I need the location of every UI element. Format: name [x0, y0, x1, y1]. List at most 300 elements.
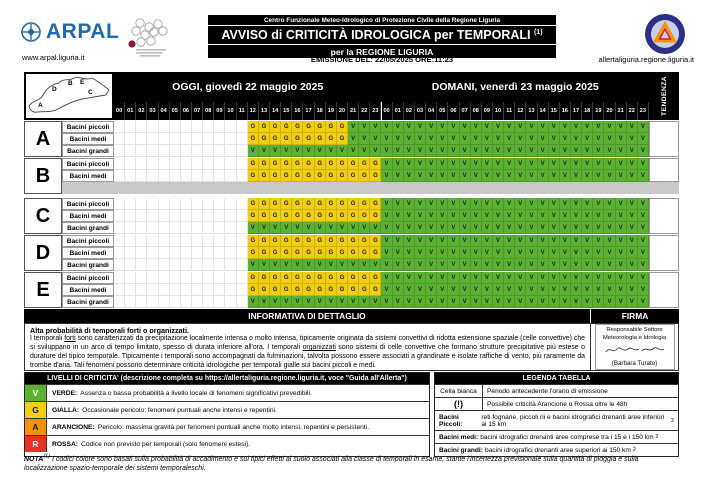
forecast-cell: V: [326, 259, 337, 271]
forecast-cell: V: [582, 133, 593, 145]
forecast-cell: G: [326, 272, 337, 284]
banner-title-text: AVVISO di CRITICITÀ IDROLOGICA per TEMPORALI: [221, 28, 534, 42]
level-term: ROSSA:: [52, 440, 79, 448]
forecast-cell: V: [359, 259, 370, 271]
forecast-cell: [192, 259, 203, 271]
forecast-cell: V: [538, 158, 549, 170]
forecast-cell: V: [582, 235, 593, 247]
forecast-cell: V: [471, 198, 482, 210]
footnote-label: NOTA: [24, 456, 44, 463]
forecast-cell: V: [471, 158, 482, 170]
basin-row: [62, 121, 649, 133]
level-term: VERDE:: [52, 389, 78, 397]
forecast-cell: V: [404, 158, 415, 170]
banner-title-sup: (1): [533, 28, 543, 36]
forecast-cell: V: [593, 158, 604, 170]
forecast-cell: V: [549, 272, 560, 284]
forecast-cell: V: [471, 284, 482, 296]
forecast-cell: [159, 222, 170, 234]
forecast-cell: [214, 235, 225, 247]
hour-label: 09: [214, 102, 225, 120]
forecast-cell: V: [426, 272, 437, 284]
hour-label: 06: [181, 102, 192, 120]
hour-label: 20: [337, 102, 348, 120]
zone-E: [24, 272, 679, 308]
forecast-cell: G: [248, 284, 259, 296]
forecast-cell: V: [393, 121, 404, 133]
forecast-cell: [181, 247, 192, 259]
forecast-cell: V: [526, 170, 537, 182]
level-row-gialla: [25, 401, 429, 418]
forecast-cell: V: [415, 247, 426, 259]
forecast-cell: V: [460, 133, 471, 145]
forecast-cell: V: [370, 259, 381, 271]
forecast-cell: [159, 170, 170, 182]
level-text: Pericolo: massima gravità per fenomeni puntuali anche molto intensi, repentini e persistenti.: [97, 423, 370, 431]
forecast-cell: V: [482, 284, 493, 296]
forecast-cell: V: [381, 247, 392, 259]
forecast-cell: V: [582, 272, 593, 284]
forecast-cell: [170, 259, 181, 271]
forecast-cell: V: [326, 145, 337, 157]
hour-label: 10: [493, 102, 504, 120]
forecast-cell: G: [315, 247, 326, 259]
forecast-cell: V: [292, 259, 303, 271]
forecast-cell: V: [404, 272, 415, 284]
forecast-cell: G: [326, 133, 337, 145]
forecast-cell: G: [337, 170, 348, 182]
basin-label: Bacini medi: [62, 170, 114, 182]
legend-basin-small: Bacini Piccoli: reti fognarie, piccoli rii e bacini idrografici drenanti aree inferiori ai 15 km 2: [435, 410, 678, 430]
forecast-cell: V: [448, 170, 459, 182]
forecast-cell: G: [315, 133, 326, 145]
hour-label: 19: [593, 102, 604, 120]
forecast-cell: [159, 284, 170, 296]
forecast-cell: V: [404, 296, 415, 308]
forecast-cell: V: [259, 222, 270, 234]
forecast-cell: V: [426, 198, 437, 210]
forecast-table: [24, 72, 679, 308]
forecast-cell: [147, 121, 158, 133]
forecast-cell: V: [359, 222, 370, 234]
forecast-cell: G: [281, 198, 292, 210]
forecast-cell: V: [571, 170, 582, 182]
forecast-cell: V: [337, 222, 348, 234]
forecast-cell: V: [404, 222, 415, 234]
level-code-rossa: R: [25, 436, 47, 452]
forecast-cell: [114, 210, 125, 222]
forecast-cell: V: [571, 259, 582, 271]
forecast-cell: G: [370, 247, 381, 259]
forecast-cell: [203, 121, 214, 133]
forecast-cell: [125, 259, 136, 271]
forecast-cell: V: [303, 222, 314, 234]
forecast-cell: V: [560, 284, 571, 296]
forecast-cell: V: [482, 259, 493, 271]
forecast-cell: V: [281, 296, 292, 308]
forecast-cell: V: [460, 198, 471, 210]
forecast-cell: V: [616, 272, 627, 284]
forecast-cell: V: [571, 121, 582, 133]
forecast-cell: V: [437, 158, 448, 170]
forecast-cell: V: [504, 259, 515, 271]
forecast-cell: V: [437, 296, 448, 308]
forecast-cell: G: [359, 170, 370, 182]
forecast-cell: G: [315, 272, 326, 284]
level-row-arancione: [25, 418, 429, 435]
forecast-cell: V: [437, 235, 448, 247]
forecast-cell: G: [326, 158, 337, 170]
forecast-cell: [192, 272, 203, 284]
forecast-cell: V: [482, 296, 493, 308]
forecast-cell: V: [370, 222, 381, 234]
forecast-cell: [225, 145, 236, 157]
forecast-cell: V: [381, 272, 392, 284]
forecast-cell: V: [604, 145, 615, 157]
basin-label: Bacini piccoli: [62, 235, 114, 247]
forecast-cell: [114, 170, 125, 182]
basin-label: Bacini medi: [62, 210, 114, 222]
forecast-cell: G: [315, 284, 326, 296]
forecast-cell: V: [582, 296, 593, 308]
forecast-cell: V: [437, 133, 448, 145]
zone-D: [24, 235, 679, 271]
forecast-cell: V: [460, 296, 471, 308]
zone-letter: D: [24, 235, 62, 271]
zone-letter: E: [24, 272, 62, 308]
forecast-cell: V: [560, 235, 571, 247]
forecast-cell: V: [549, 296, 560, 308]
basin-desc: reti fognarie, piccoli rii e bacini idrografici drenanti aree inferiori ai 15 km: [481, 413, 665, 428]
forecast-cell: V: [593, 272, 604, 284]
forecast-cell: [170, 272, 181, 284]
forecast-cell: V: [504, 296, 515, 308]
forecast-cell: V: [560, 272, 571, 284]
forecast-cell: V: [526, 198, 537, 210]
forecast-cell: V: [415, 121, 426, 133]
forecast-cell: G: [337, 284, 348, 296]
hour-label: 08: [471, 102, 482, 120]
forecast-cell: G: [248, 133, 259, 145]
forecast-cell: V: [292, 222, 303, 234]
forecast-cell: [214, 296, 225, 308]
zone-letter: C: [24, 198, 62, 234]
basin-term: Bacini Piccoli:: [439, 413, 463, 428]
forecast-cell: G: [370, 210, 381, 222]
forecast-cell: G: [303, 247, 314, 259]
forecast-cell: G: [337, 235, 348, 247]
forecast-cell: G: [359, 210, 370, 222]
footnote-sup: (1): [43, 453, 51, 460]
forecast-cell: [214, 259, 225, 271]
forecast-cell: V: [393, 170, 404, 182]
forecast-cell: [214, 145, 225, 157]
forecast-cell: V: [504, 133, 515, 145]
forecast-cell: V: [593, 222, 604, 234]
forecast-cell: V: [616, 235, 627, 247]
forecast-cell: [114, 158, 125, 170]
forecast-cell: [125, 145, 136, 157]
forecast-cell: [170, 247, 181, 259]
forecast-cell: V: [337, 145, 348, 157]
forecast-cell: [147, 235, 158, 247]
hour-label: 13: [526, 102, 537, 120]
forecast-cell: V: [593, 198, 604, 210]
forecast-cell: V: [493, 247, 504, 259]
hour-label: 22: [359, 102, 370, 120]
forecast-cell: V: [627, 247, 638, 259]
forecast-cell: V: [638, 121, 649, 133]
hour-label: 12: [515, 102, 526, 120]
forecast-cell: [192, 247, 203, 259]
forecast-cell: [136, 222, 147, 234]
forecast-cell: [225, 158, 236, 170]
forecast-cell: V: [571, 272, 582, 284]
forecast-cell: [225, 235, 236, 247]
forecast-cell: [181, 284, 192, 296]
forecast-cell: V: [471, 133, 482, 145]
forecast-cell: V: [560, 198, 571, 210]
forecast-cell: [136, 296, 147, 308]
forecast-cell: V: [560, 296, 571, 308]
forecast-cell: [114, 247, 125, 259]
forecast-cell: G: [303, 284, 314, 296]
level-code-arancione: A: [25, 419, 47, 435]
forecast-cell: [225, 247, 236, 259]
forecast-cell: G: [259, 198, 270, 210]
par-seg: sono sistemi di celle convettive che formano strutture precipitative più estese o durature del tipico temporale. Tipicamente i temporali sono accompagnati da fulminazioni, talvolta possono essere associati a grandinate e isolate raffiche di vento, più raramente da trombe d'aria. Tali fenomeni possono determinare criticità idrologiche per temporali gialle sui bacini piccoli e medi.: [30, 343, 585, 369]
forecast-cell: V: [538, 133, 549, 145]
protezione-civile-logo: [644, 13, 686, 60]
forecast-cell: [159, 272, 170, 284]
forecast-cell: G: [315, 198, 326, 210]
forecast-cell: G: [359, 272, 370, 284]
basin-row: [62, 284, 649, 296]
legend-row-white-cell: [435, 384, 678, 397]
hour-label: 00: [382, 102, 393, 120]
forecast-cell: G: [348, 247, 359, 259]
forecast-cell: V: [616, 170, 627, 182]
level-code-gialla: G: [25, 402, 47, 418]
forecast-cell: [225, 284, 236, 296]
forecast-cell: V: [504, 222, 515, 234]
forecast-cell: G: [348, 284, 359, 296]
forecast-cell: G: [359, 198, 370, 210]
forecast-cell: V: [582, 259, 593, 271]
forecast-cell: [192, 121, 203, 133]
forecast-cell: V: [259, 259, 270, 271]
forecast-cell: G: [303, 235, 314, 247]
forecast-cell: V: [493, 170, 504, 182]
forecast-cell: [136, 170, 147, 182]
forecast-cell: G: [259, 158, 270, 170]
forecast-cell: V: [504, 170, 515, 182]
forecast-cell: V: [638, 145, 649, 157]
forecast-cell: G: [292, 210, 303, 222]
forecast-cell: G: [326, 247, 337, 259]
forecast-cell: [136, 247, 147, 259]
forecast-cell: V: [582, 198, 593, 210]
forecast-cell: [159, 133, 170, 145]
forecast-cell: V: [460, 247, 471, 259]
forecast-cell: V: [493, 284, 504, 296]
forecast-cell: V: [515, 121, 526, 133]
forecast-cell: V: [404, 170, 415, 182]
legend-row-warning: [435, 397, 678, 410]
forecast-cell: V: [571, 235, 582, 247]
level-desc-gialla: [47, 402, 429, 418]
forecast-cell: V: [526, 235, 537, 247]
forecast-cell: G: [303, 158, 314, 170]
forecast-cell: [170, 210, 181, 222]
basin-row: [62, 222, 649, 234]
forecast-cell: V: [549, 235, 560, 247]
forecast-cell: V: [248, 259, 259, 271]
forecast-cell: V: [538, 284, 549, 296]
forecast-cell: V: [348, 145, 359, 157]
forecast-cell: V: [504, 272, 515, 284]
forecast-cell: V: [616, 259, 627, 271]
liguria-zone-map: [24, 72, 114, 120]
firma-name: (Barbara Turato): [611, 359, 658, 367]
forecast-cell: [203, 284, 214, 296]
forecast-cell: V: [504, 247, 515, 259]
forecast-cell: G: [315, 158, 326, 170]
criticality-levels-header: LIVELLI DI CRITICITA' (descrizione completa su https://allertaliguria.regione.liguria.it, voce "Guida all'Allerta"): [25, 373, 429, 384]
hour-label: 03: [415, 102, 426, 120]
forecast-cell: V: [270, 145, 281, 157]
forecast-cell: [114, 198, 125, 210]
forecast-cell: G: [270, 272, 281, 284]
day-today: [114, 72, 382, 120]
level-code-verde: V: [25, 385, 47, 401]
forecast-cell: V: [638, 296, 649, 308]
forecast-cell: [237, 198, 248, 210]
forecast-cell: [159, 158, 170, 170]
forecast-cell: V: [482, 198, 493, 210]
hour-label: 10: [225, 102, 236, 120]
forecast-cell: V: [515, 247, 526, 259]
forecast-cell: V: [593, 210, 604, 222]
forecast-cell: V: [638, 259, 649, 271]
basin-row: [62, 259, 649, 271]
forecast-cell: V: [393, 158, 404, 170]
forecast-cell: V: [326, 222, 337, 234]
forecast-cell: V: [348, 296, 359, 308]
forecast-cell: [147, 272, 158, 284]
forecast-cell: V: [582, 210, 593, 222]
forecast-cell: V: [604, 247, 615, 259]
basin-label: Bacini medi: [62, 133, 114, 145]
forecast-cell: V: [627, 145, 638, 157]
informativa-paragraph: [30, 335, 585, 371]
map-letter-C: C: [88, 89, 93, 96]
forecast-cell: G: [259, 235, 270, 247]
forecast-cell: [159, 121, 170, 133]
forecast-cell: V: [448, 272, 459, 284]
informativa-header-bar: [24, 309, 679, 323]
hour-label: 17: [303, 102, 314, 120]
forecast-cell: V: [415, 296, 426, 308]
forecast-cell: V: [426, 235, 437, 247]
forecast-cell: V: [515, 198, 526, 210]
forecast-cell: V: [560, 145, 571, 157]
forecast-cell: [203, 198, 214, 210]
forecast-cell: [181, 272, 192, 284]
forecast-cell: [159, 145, 170, 157]
forecast-cell: V: [381, 121, 392, 133]
forecast-cell: V: [538, 247, 549, 259]
forecast-cell: V: [504, 158, 515, 170]
firma-box: [591, 323, 679, 371]
forecast-cell: [170, 133, 181, 145]
forecast-cell: V: [515, 210, 526, 222]
forecast-cell: V: [437, 145, 448, 157]
arpal-website: www.arpal.liguria.it: [22, 53, 85, 62]
level-text: Assenza o bassa probabilità a livello locale di fenomeni significativi prevedibili.: [80, 389, 312, 397]
forecast-cell: [125, 198, 136, 210]
forecast-cell: V: [448, 284, 459, 296]
forecast-cell: V: [638, 210, 649, 222]
forecast-cell: V: [549, 222, 560, 234]
forecast-cell: V: [448, 210, 459, 222]
forecast-cell: [136, 235, 147, 247]
forecast-cell: G: [315, 170, 326, 182]
informativa-lead: Alta probabilità di temporali forti o organizzati.: [30, 326, 189, 335]
forecast-cell: V: [426, 247, 437, 259]
forecast-cell: V: [448, 198, 459, 210]
hour-label: 13: [259, 102, 270, 120]
forecast-cell: V: [526, 210, 537, 222]
forecast-cell: V: [460, 272, 471, 284]
forecast-cell: G: [315, 210, 326, 222]
forecast-cell: G: [303, 121, 314, 133]
forecast-cell: [214, 272, 225, 284]
forecast-cell: V: [337, 259, 348, 271]
tendenza-cell: [649, 121, 679, 157]
forecast-cell: G: [292, 121, 303, 133]
forecast-cell: V: [415, 222, 426, 234]
forecast-cell: V: [627, 284, 638, 296]
forecast-cell: V: [415, 158, 426, 170]
forecast-cell: V: [359, 133, 370, 145]
forecast-cell: V: [370, 145, 381, 157]
hour-label: 20: [604, 102, 615, 120]
forecast-cell: V: [404, 247, 415, 259]
table-header: [24, 72, 679, 120]
forecast-cell: V: [515, 296, 526, 308]
forecast-cell: G: [248, 247, 259, 259]
forecast-cell: V: [493, 259, 504, 271]
forecast-cell: V: [560, 210, 571, 222]
forecast-cell: V: [248, 296, 259, 308]
forecast-cell: G: [248, 235, 259, 247]
forecast-cell: G: [281, 170, 292, 182]
forecast-cell: [170, 222, 181, 234]
forecast-cell: V: [638, 284, 649, 296]
forecast-cell: V: [538, 235, 549, 247]
forecast-cell: V: [460, 158, 471, 170]
forecast-cell: G: [292, 247, 303, 259]
forecast-cell: G: [281, 235, 292, 247]
zone-A: [24, 121, 679, 157]
forecast-cell: V: [571, 284, 582, 296]
tendenza-column: [649, 235, 679, 271]
forecast-cell: V: [393, 133, 404, 145]
basin-desc: bacini idrografici drenanti aree comprese tra i 15 e i 150 km: [480, 433, 654, 441]
forecast-cell: [125, 235, 136, 247]
hour-label: 14: [538, 102, 549, 120]
